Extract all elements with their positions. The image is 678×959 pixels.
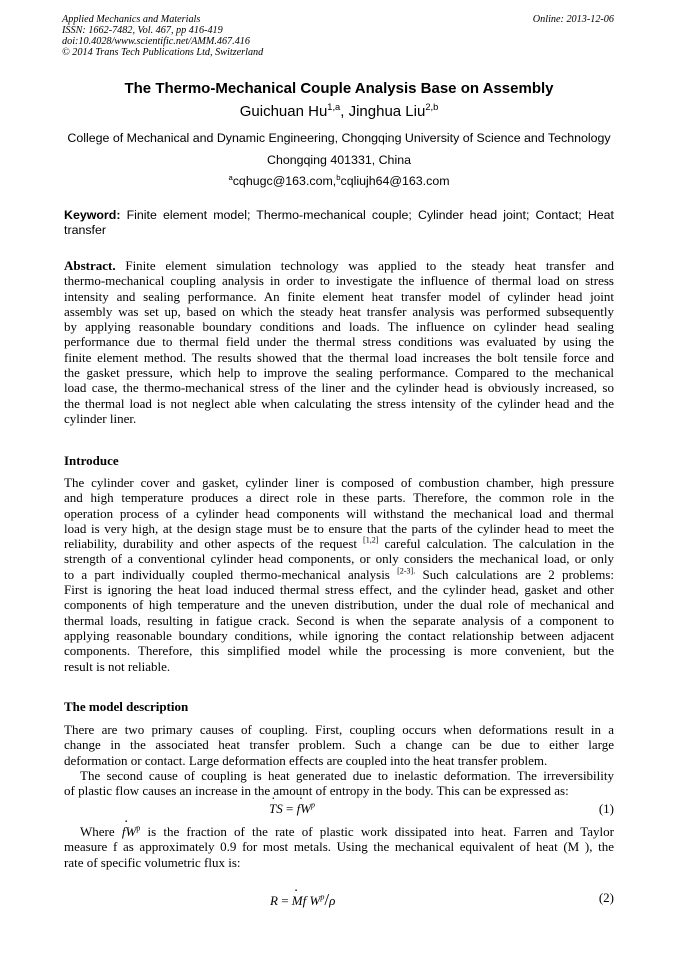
section-heading-model: The model description	[64, 699, 189, 714]
author-separator: ,	[340, 103, 349, 120]
text-line: The cylinder cover and gasket, cylinder liner is composed of combustion chamber, high pressure	[64, 475, 614, 490]
journal-copyright: © 2014 Trans Tech Publications Ltd, Switzerland	[62, 47, 264, 58]
affiliation-city: Chongqing 401331, China	[267, 153, 411, 167]
citation: [2-3].	[397, 566, 416, 576]
text-line: assembly was set up, based on which the steady heat transfer analysis was performed subsequently	[64, 303, 614, 319]
text-line: reliability, durability and other aspects of the request [1,2] careful calculation. The calculation in the	[64, 535, 615, 552]
journal-header	[62, 14, 614, 58]
text-line: measure f as approximately 0.9 for most metals. Using the mechanical equivalent of heat (M ), the	[64, 839, 614, 855]
equation-2	[64, 890, 614, 909]
text-line: deformation or contact. Large deformation effects are coupled into the heat transfer problem.	[64, 752, 548, 768]
introduce-paragraph	[64, 475, 614, 674]
eq-superscript: p	[320, 892, 325, 902]
text-line: by applying reasonable boundary conditions and loads. The influence on cylinder head sealing	[64, 319, 614, 335]
abstract	[64, 258, 614, 426]
text-line: thermo-mechanical coupling analysis in order to investigate the influence of thermal load on stress	[64, 273, 614, 289]
eq-slash: /	[324, 890, 330, 909]
keywords	[64, 208, 614, 238]
email-line	[0, 174, 678, 188]
text-line: to a part individually coupled thermo-mechanical analysis $^{[2-3].}$ Such calculations are 2 problems:	[64, 566, 614, 582]
keywords-label: Keyword:	[64, 208, 121, 222]
eq-sign: =	[277, 893, 292, 908]
text-line: thermal loads, resulting in fatigue crack. Second is when the separate analysis of a component to	[64, 612, 614, 628]
text-line: finite element method. The results showed that the thermal load increases the bolt tensile force and	[64, 349, 614, 365]
citation: [1,2]	[363, 535, 379, 545]
email-address: cqhugc@163.com,	[232, 174, 337, 188]
text-line: There are two primary causes of coupling. First, coupling occurs when deformations result in a	[64, 722, 614, 737]
equation-number: (1)	[598, 801, 614, 816]
text-line: the thermal load is not neglect able when calculating the stress intensity of the cylinder head and the	[64, 395, 614, 411]
equation-1	[64, 801, 614, 817]
eq-inline-symbol: fW ·	[122, 824, 136, 839]
author-name: Guichuan Hu	[239, 103, 328, 120]
author-name: Jinghua Liu	[348, 103, 426, 120]
text-line: result is not reliable.	[64, 658, 171, 674]
model-paragraph-1	[64, 722, 614, 768]
text-line: The second cause of coupling is heat generated due to inelastic deformation. The irreversibility	[80, 768, 614, 783]
paper-title: The Thermo-Mechanical Couple Analysis Base on Assembly	[124, 80, 554, 97]
text-line: operation process of a cylinder head components will withstand the mechanical load and thermal	[64, 505, 614, 521]
equation-expression	[269, 801, 315, 817]
journal-name: Applied Mechanics and Materials	[62, 14, 201, 25]
eq-rho: ρ	[329, 893, 336, 908]
model-paragraph-2	[64, 768, 614, 799]
eq-superscript: p	[311, 800, 316, 810]
text-line: the gasket pressure, which help to improve the sealing performance. Compared to the mechanical	[64, 365, 614, 381]
section-heading-introduce: Introduce	[64, 453, 119, 468]
text-line: load case, the thermo-mechanical stress of the liner and the cylinder head is obviously increased, so	[64, 380, 614, 396]
email-superscript: b	[336, 172, 341, 182]
text-line: Where fW ·$^p$ is the fraction of the rate of plastic work dissipated into heat. Farren and Taylor	[64, 824, 614, 839]
journal-doi: doi:10.4028/www.scientific.net/AMM.467.416	[62, 36, 250, 47]
text-line: strength of a conventional cylinder head components, or only considers the mechanical load, or only	[64, 551, 614, 567]
text-line: intensity and sealing performance. An finite element heat transfer model of cylinder head joint	[64, 288, 614, 304]
email-address: cqliujh64@163.com	[340, 174, 450, 188]
text-line: First is ignoring the heat load induced thermal stress effect, and the cylinder head, gasket and other	[64, 582, 614, 598]
text-line: components of high temperature and the uneven distribution, under the dual role of mechanical and	[64, 597, 614, 613]
text-line: performance due to thermal field under the thermal stress conditions was evaluated by using the	[64, 334, 614, 350]
email-superscript: a	[228, 172, 233, 182]
eq-sign: =	[282, 801, 297, 816]
text-line: and high temperature produces a direct role in these parts. Therefore, the common role in the	[64, 490, 614, 506]
text-line: Abstract. Finite element simulation technology was applied to the steady heat transfer and	[64, 258, 614, 273]
online-date: Online: 2013-12-06	[532, 14, 614, 25]
text-line: of plastic flow causes an increase in the amount of entropy in the body. This can be expressed as:	[64, 783, 569, 799]
text-line: change in the associated heat transfer problem. Such a change can be due to either large	[64, 737, 614, 753]
eq-rhs: Mf W ·	[292, 893, 321, 909]
abstract-label: Abstract.	[64, 258, 116, 273]
equation-expression	[270, 890, 335, 910]
eq-rhs: fW ·	[297, 801, 311, 817]
equation-number: (2)	[598, 890, 614, 905]
model-paragraph-3	[64, 824, 614, 870]
text-line: cylinder liner.	[64, 410, 137, 426]
author-line	[0, 103, 678, 120]
text-line: applying reasonable boundary conditions, while ignoring the contact relationship between adjacent	[64, 627, 614, 643]
journal-issn: ISSN: 1662-7482, Vol. 467, pp 416-419	[62, 25, 223, 36]
text-line: load is very high, at the design stage must be to ensure that the parts of the cylinder head to meet the	[64, 520, 614, 536]
author-superscript: 1,a	[327, 102, 341, 112]
text-line: rate of specific volumetric flux is:	[64, 854, 241, 870]
eq-lhs: TS ·	[269, 801, 283, 817]
keywords-text: Finite element model; Thermo-mechanical couple; Cylinder head joint; Contact; Heat transfer	[64, 208, 614, 237]
text-line: components. Therefore, this simplified model while the processing is more convenient, but the	[64, 643, 614, 659]
affiliation-line: College of Mechanical and Dynamic Engineering, Chongqing University of Science and Technology	[67, 131, 611, 145]
eq-lhs: R	[270, 893, 278, 908]
author-superscript: 2,b	[425, 102, 439, 112]
